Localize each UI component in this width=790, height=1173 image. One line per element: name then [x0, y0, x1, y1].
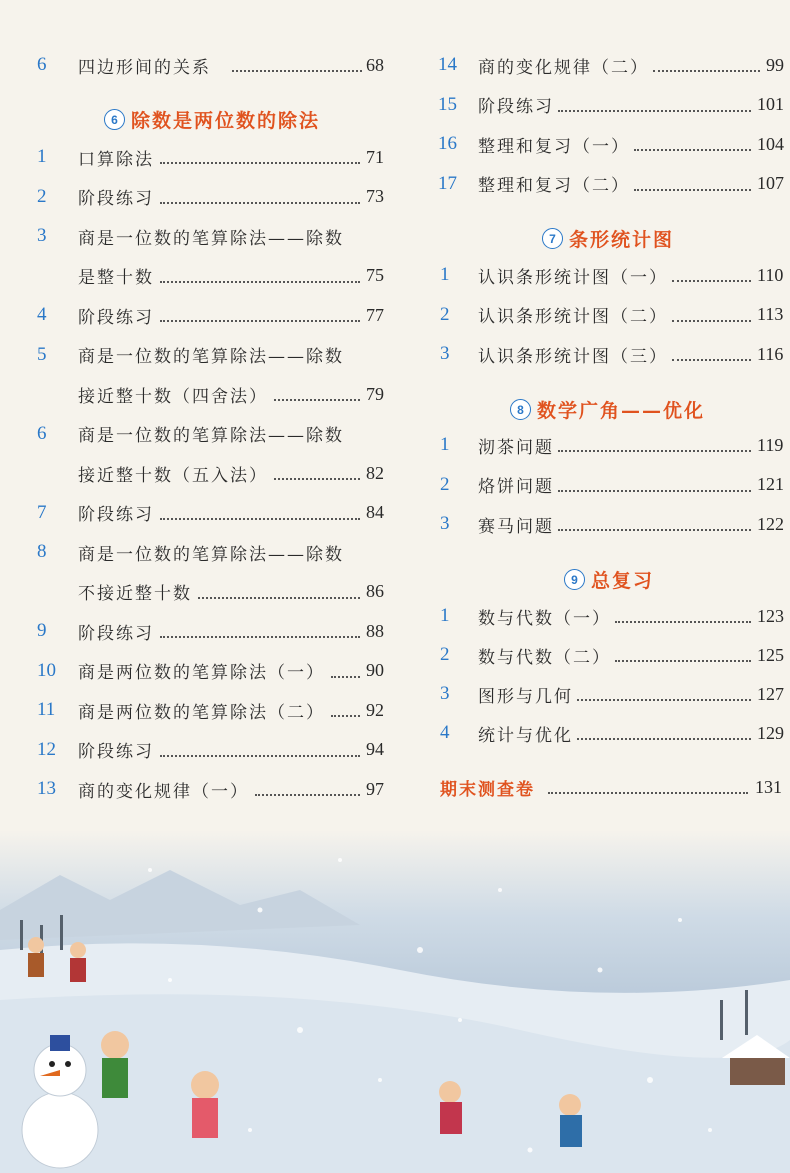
- section-heading: [542, 225, 674, 252]
- entry-title: 阶段练习: [78, 623, 154, 644]
- leader-dots: [558, 490, 751, 492]
- entry-title: 商是一位数的笔算除法——除数: [78, 228, 344, 249]
- toc-entry[interactable]: [420, 681, 790, 707]
- entry-number: 2: [440, 644, 450, 665]
- toc-entry[interactable]: [420, 262, 790, 288]
- entry-title: 认识条形统计图（三）: [478, 346, 668, 367]
- toc-entry[interactable]: [420, 341, 790, 367]
- section-title: 总复习: [591, 570, 655, 592]
- entry-title: 商是一位数的笔算除法——除数: [78, 347, 344, 367]
- entry-title: 口算除法: [78, 149, 154, 170]
- entry-title: 烙饼问题: [478, 477, 554, 497]
- entry-number: 10: [37, 659, 56, 681]
- toc-entry[interactable]: [420, 642, 790, 668]
- entry-title: 四边形间的关系: [78, 57, 211, 78]
- toc-entry-final[interactable]: [420, 774, 790, 800]
- leader-dots: [548, 792, 748, 794]
- entry-page: 129: [757, 722, 784, 743]
- entry-number: 15: [438, 93, 457, 115]
- entry-number: 9: [37, 620, 47, 641]
- entry-number: 4: [37, 304, 47, 325]
- toc-entry[interactable]: [0, 144, 400, 170]
- entry-page: 73: [366, 186, 384, 206]
- section-heading: [104, 106, 320, 133]
- toc-entry[interactable]: [0, 579, 400, 605]
- toc-entry[interactable]: [0, 184, 400, 210]
- section-number-badge: 6: [104, 109, 125, 130]
- section-title: 除数是两位数的除法: [131, 110, 321, 132]
- leader-dots: [160, 518, 360, 520]
- section-number-badge: 8: [510, 399, 531, 420]
- entry-number: 12: [37, 738, 56, 760]
- toc-entry[interactable]: [420, 472, 790, 498]
- entry-page: 127: [757, 683, 784, 704]
- section-heading: [564, 566, 654, 593]
- entry-title: 赛马问题: [478, 516, 554, 537]
- toc-entry[interactable]: [420, 720, 790, 746]
- entry-page: 99: [766, 54, 784, 75]
- entry-number: 1: [440, 264, 450, 285]
- entry-page: 113: [757, 304, 784, 324]
- entry-page: 123: [757, 605, 784, 626]
- entry-title: 商是一位数的笔算除法——除数: [78, 426, 344, 446]
- entry-number: 8: [37, 541, 47, 562]
- leader-dots: [274, 478, 360, 480]
- entry-number: 3: [440, 683, 450, 704]
- entry-title: 商的变化规律（二）: [478, 57, 649, 78]
- leader-dots: [232, 70, 362, 72]
- toc-entry[interactable]: [420, 52, 790, 78]
- entry-page: 97: [366, 778, 384, 799]
- toc-entry[interactable]: [420, 92, 790, 118]
- leader-dots: [160, 755, 360, 757]
- entry-number: 7: [37, 501, 47, 523]
- section-title: 条形统计图: [569, 229, 675, 251]
- toc-entry[interactable]: [420, 511, 790, 537]
- entry-page: 71: [366, 146, 384, 167]
- section-number-badge: 9: [564, 569, 585, 590]
- entry-title: 阶段练习: [478, 97, 554, 117]
- entry-title: 接近整十数（五入法）: [78, 465, 268, 486]
- entry-title: 商的变化规律（一）: [78, 781, 249, 802]
- entry-page: 68: [366, 54, 384, 75]
- entry-title: 商是一位数的笔算除法——除数: [78, 544, 344, 565]
- entry-number: 1: [37, 146, 47, 167]
- leader-dots: [558, 529, 751, 531]
- entry-title: 整理和复习（二）: [478, 176, 630, 196]
- leader-dots: [653, 70, 760, 72]
- entry-title: 数与代数（二）: [478, 647, 611, 668]
- entry-number: 1: [440, 434, 450, 455]
- leader-dots: [615, 660, 751, 662]
- entry-page: 131: [755, 776, 782, 797]
- leader-dots: [160, 636, 360, 638]
- toc-entry[interactable]: [0, 52, 400, 78]
- entry-page: 88: [366, 620, 384, 641]
- leader-dots: [634, 149, 751, 151]
- leader-dots: [274, 399, 360, 401]
- entry-number: 11: [37, 699, 56, 720]
- leader-dots: [558, 450, 751, 452]
- leader-dots: [160, 320, 360, 322]
- section-number-badge: 7: [542, 228, 563, 249]
- entry-title: 阶段练习: [78, 505, 154, 525]
- entry-title: 数与代数（一）: [478, 608, 611, 629]
- toc-entry[interactable]: [420, 171, 790, 197]
- leader-dots: [198, 597, 360, 599]
- toc-entry[interactable]: [0, 302, 400, 328]
- entry-page: 94: [366, 739, 384, 759]
- entry-title: 整理和复习（一）: [478, 136, 630, 157]
- entry-page: 84: [366, 502, 384, 522]
- toc-entry[interactable]: [0, 658, 400, 684]
- entry-number: 13: [37, 778, 56, 799]
- toc-entry[interactable]: [420, 432, 790, 458]
- toc-entry[interactable]: [420, 603, 790, 629]
- entry-title: 商是两位数的笔算除法（二）: [78, 702, 325, 723]
- entry-number: 3: [37, 225, 47, 246]
- entry-title: 接近整十数（四舍法）: [78, 386, 268, 407]
- entry-page: 125: [757, 644, 784, 665]
- entry-title: 不接近整十数: [78, 584, 192, 604]
- entry-number: 2: [440, 303, 450, 325]
- entry-title: 阶段练习: [78, 307, 154, 328]
- toc-entry[interactable]: [420, 131, 790, 157]
- winter-illustration: [0, 830, 790, 1173]
- entry-page: 101: [757, 94, 784, 114]
- leader-dots: [577, 738, 751, 740]
- toc-entry[interactable]: [0, 342, 400, 368]
- entry-title: 认识条形统计图（二）: [478, 307, 668, 327]
- toc-entry[interactable]: [0, 737, 400, 763]
- entry-title: 统计与优化: [478, 725, 573, 746]
- leader-dots: [160, 202, 360, 204]
- entry-title: 阶段练习: [78, 189, 154, 209]
- entry-title: 认识条形统计图（一）: [478, 267, 668, 288]
- toc-entry[interactable]: [0, 421, 400, 447]
- entry-page: 77: [366, 304, 384, 325]
- toc-entry[interactable]: [0, 539, 400, 565]
- entry-page: 119: [757, 434, 784, 455]
- entry-page: 104: [757, 133, 784, 154]
- leader-dots: [615, 621, 751, 623]
- leader-dots: [634, 189, 751, 191]
- entry-title: 阶段练习: [78, 742, 154, 762]
- entry-number: 2: [37, 185, 47, 207]
- leader-dots: [558, 110, 751, 112]
- section-heading: [510, 396, 705, 423]
- entry-number: 14: [438, 54, 457, 75]
- toc-entry[interactable]: [0, 381, 400, 407]
- leader-dots: [577, 699, 751, 701]
- leader-dots: [672, 359, 751, 361]
- entry-page: 79: [366, 383, 384, 404]
- toc-entry[interactable]: [420, 302, 790, 328]
- entry-page: 86: [366, 581, 384, 601]
- leader-dots: [255, 794, 360, 796]
- toc-entry[interactable]: [0, 618, 400, 644]
- toc-entry[interactable]: [0, 223, 400, 249]
- entry-page: 75: [366, 265, 384, 285]
- entry-title: 是整十数: [78, 268, 154, 288]
- entry-title: 期末测查卷: [440, 779, 535, 800]
- entry-page: 107: [757, 173, 784, 193]
- entry-number: 4: [440, 722, 450, 743]
- entry-number: 1: [440, 605, 450, 626]
- entry-page: 82: [366, 462, 384, 483]
- section-title: 数学广角——优化: [537, 400, 706, 422]
- entry-number: 6: [37, 422, 47, 444]
- entry-page: 110: [757, 264, 784, 285]
- toc-entry[interactable]: [0, 697, 400, 723]
- entry-page: 92: [366, 699, 384, 720]
- toc-entry[interactable]: [0, 460, 400, 486]
- entry-title: 图形与几何: [478, 686, 573, 707]
- entry-number: 5: [37, 343, 47, 365]
- entry-title: 沏茶问题: [478, 437, 554, 458]
- leader-dots: [160, 162, 360, 164]
- entry-page: 90: [366, 660, 384, 680]
- leader-dots: [331, 676, 360, 678]
- entry-page: 121: [757, 474, 784, 494]
- entry-number: 6: [37, 54, 47, 75]
- toc-entry[interactable]: [0, 263, 400, 289]
- entry-number: 3: [440, 343, 450, 364]
- entry-number: 16: [438, 133, 457, 154]
- leader-dots: [672, 280, 751, 282]
- toc-entry[interactable]: [0, 776, 400, 802]
- entry-number: 17: [438, 172, 457, 194]
- entry-number: 3: [440, 513, 450, 534]
- leader-dots: [331, 715, 360, 717]
- entry-page: 122: [757, 513, 784, 534]
- entry-number: 2: [440, 473, 450, 495]
- leader-dots: [672, 320, 751, 322]
- toc-entry[interactable]: [0, 500, 400, 526]
- entry-page: 116: [757, 343, 784, 364]
- leader-dots: [160, 281, 360, 283]
- entry-title: 商是两位数的笔算除法（一）: [78, 663, 325, 683]
